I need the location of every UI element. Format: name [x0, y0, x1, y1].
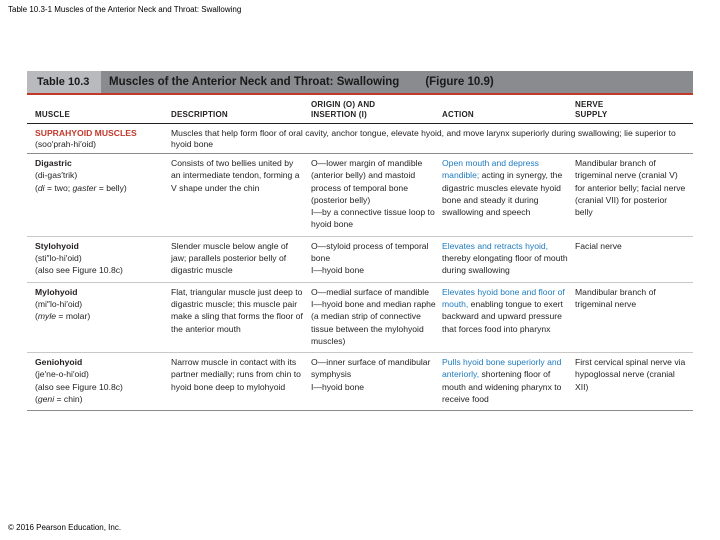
muscle-action: Pulls hyoid bone superiorly and anteriorly, shortening floor of mouth and widening pharynx to receive food	[442, 357, 562, 405]
muscle-nerve-supply: Mandibular branch of trigeminal nerve	[575, 286, 656, 309]
muscle-pronunciation: (mi″lo-hi′oid)	[35, 298, 83, 309]
muscle-etymology: (di = two; gaster = belly)	[35, 182, 127, 193]
group-description: Muscles that help form floor of oral cavity, anchor tongue, elevate hyoid, and move larynx superiorly during swallowing; lie superior to hyoid bone	[171, 128, 676, 149]
muscle-origin-insertion: O—styloid process of temporal bone I—hyoid bone	[311, 240, 429, 276]
muscle-origin-insertion: O—lower margin of mandible (anterior belly) and mastoid process of temporal bone (posterior belly) I—by a connective tissue loop to hyoid bone	[311, 158, 435, 230]
slide-title: Table 10.3-1 Muscles of the Anterior Neck and Throat: Swallowing	[8, 5, 242, 14]
group-row-suprahyoid	[27, 124, 693, 154]
muscle-nerve-supply: Facial nerve	[575, 240, 622, 251]
muscle-pronunciation: (je′ne-o-hi′oid)	[35, 369, 89, 380]
muscle-action: Open mouth and depress mandible; acting in synergy, the digastric muscles elevate hyoid bone and steady it during swallowing and speech	[442, 158, 563, 218]
muscle-nerve-supply: First cervical spinal nerve via hypoglossal nerve (cranial XII)	[575, 357, 686, 392]
muscle-nerve-supply: Mandibular branch of trigeminal nerve (cranial V) for anterior belly; facial nerve (cranial VII) for posterior belly	[575, 158, 686, 218]
table-row-mylohyoid	[27, 283, 693, 353]
table-header-bar	[27, 71, 693, 95]
table-row-geniohyoid	[27, 353, 693, 411]
table-row-digastric	[27, 154, 693, 237]
muscle-description: Slender muscle below angle of jaw; parallels posterior belly of digastric muscle	[171, 240, 289, 276]
muscle-action: Elevates hyoid bone and floor of mouth, enabling tongue to exert backward and upward pressure that forces food into pharynx	[442, 286, 565, 334]
table-row-stylohyoid	[27, 237, 693, 283]
muscle-etymology: (myle = molar)	[35, 311, 91, 322]
muscle-description: Consists of two bellies united by an intermediate tendon, forming a V shape under the chin	[171, 158, 300, 193]
col-header-description: DESCRIPTION	[171, 110, 228, 119]
copyright-footer: © 2016 Pearson Education, Inc.	[8, 523, 122, 532]
table-number: Table 10.3	[27, 71, 101, 93]
muscle-action: Elevates and retracts hyoid, thereby elongating floor of mouth during swallowing	[442, 240, 568, 276]
muscle-description: Flat, triangular muscle just deep to digastric muscle; this muscle pair make a sling that forms the floor of the anterior mouth	[171, 286, 303, 334]
table-title: Muscles of the Anterior Neck and Throat: Swallowing	[109, 76, 400, 88]
column-headers	[27, 95, 693, 124]
muscle-name: Geniohyoid	[35, 357, 83, 368]
muscle-pronunciation: (sti″lo-hi′oid)	[35, 253, 82, 264]
muscle-origin-insertion: O—inner surface of mandibular symphysis I—hyoid bone	[311, 357, 431, 392]
muscle-origin-insertion: O—medial surface of mandible I—hyoid bone and median raphe (a median strip of connective tissue between the mylohyoid muscles)	[311, 286, 436, 346]
col-header-action: ACTION	[442, 110, 474, 119]
col-header-muscle: MUSCLE	[35, 110, 70, 119]
muscle-figure-ref: (also see Figure 10.8c)	[35, 265, 123, 276]
muscle-name: Stylohyoid	[35, 240, 79, 251]
group-pronunciation: (soo′prah-hi′oid)	[35, 139, 97, 149]
muscle-description: Narrow muscle in contact with its partner medially; runs from chin to hyoid bone deep to mylohyoid	[171, 357, 301, 392]
group-name: SUPRAHYOID MUSCLES	[35, 128, 137, 138]
muscle-table	[27, 71, 693, 411]
muscle-pronunciation: (di-gas′trik)	[35, 170, 78, 181]
muscle-name: Digastric	[35, 158, 72, 168]
muscle-etymology: (geni = chin)	[35, 394, 83, 405]
col-header-nerve: NERVE SUPPLY	[575, 100, 608, 119]
col-header-origin: ORIGIN (O) AND INSERTION (I)	[311, 100, 376, 119]
figure-reference: (Figure 10.9)	[425, 76, 494, 88]
muscle-figure-ref: (also see Figure 10.8c)	[35, 381, 123, 392]
muscle-name: Mylohyoid	[35, 286, 78, 297]
